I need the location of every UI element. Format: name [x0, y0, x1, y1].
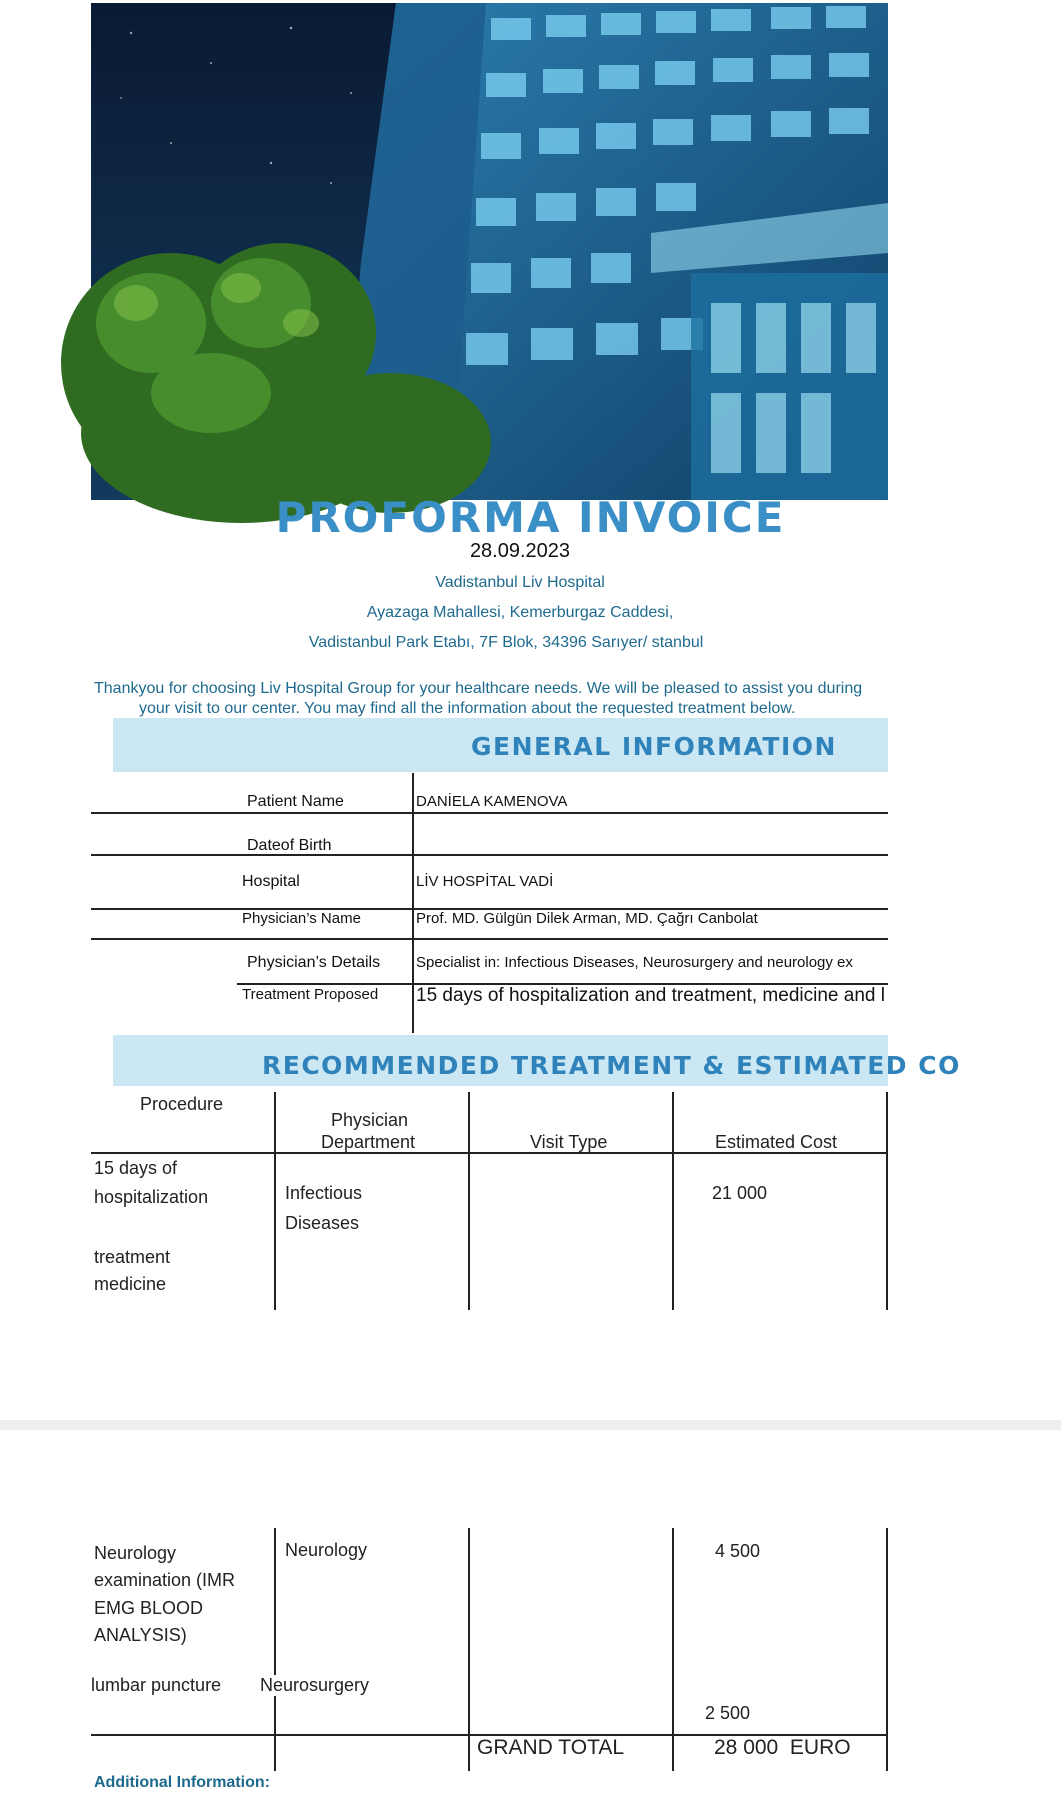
physician-details-value: Specialist in: Infectious Diseases, Neurosurgery and neurology ex: [416, 954, 853, 971]
hospital-building-photo: [91, 3, 888, 500]
hospital-value: LİV HOSPİTAL VADİ: [416, 873, 554, 890]
procedure-line: hospitalization: [94, 1187, 209, 1207]
department-line: Diseases: [285, 1213, 360, 1233]
general-info-heading-bar: [113, 718, 888, 772]
cost-value: 2 500: [705, 1703, 751, 1723]
col-estimated-cost: Estimated Cost: [715, 1132, 838, 1152]
column-divider: [886, 1092, 888, 1310]
row-separator: [91, 938, 888, 940]
procedure-line: lumbar puncture: [91, 1675, 225, 1696]
procedure-line: EMG BLOOD: [94, 1598, 204, 1618]
col-procedure: Procedure: [140, 1094, 224, 1114]
address-line-1: Ayazaga Mahallesi, Kemerburgaz Caddesi,: [366, 604, 674, 621]
physician-name-label: Physician’s Name: [242, 910, 361, 927]
procedure-line: examination (IMR: [94, 1570, 236, 1590]
cost-value: 21 000: [712, 1183, 768, 1203]
treatment-heading-bar: [113, 1035, 961, 1086]
procedure-line: 15 days of: [94, 1158, 178, 1178]
patient-name-value: DANİELA KAMENOVA: [416, 793, 568, 810]
patient-name-label: Patient Name: [247, 793, 344, 810]
procedure-line: Neurology: [94, 1543, 177, 1563]
intro-text: [94, 679, 894, 719]
row-separator: [91, 854, 888, 856]
hospital-name: Vadistanbul Liv Hospital: [435, 574, 605, 591]
physician-details-label: Physician’s Details: [247, 954, 381, 971]
treatment-heading: RECOMMENDED TREATMENT & ESTIMATED CO: [262, 1051, 961, 1080]
procedure-line: ANALYSIS): [94, 1625, 187, 1645]
invoice-date: 28.09.2023: [469, 540, 571, 562]
col-department-line-2: Department: [321, 1132, 416, 1152]
department-line: Infectious: [285, 1183, 363, 1203]
grand-total-label: GRAND TOTAL: [477, 1736, 625, 1759]
page-break: [0, 1420, 1061, 1430]
grand-total-value: 28 000 EURO: [714, 1736, 851, 1759]
column-divider: [672, 1092, 674, 1310]
date-of-birth-label: Dateof Birth: [247, 837, 332, 854]
additional-info-label: Additional Information:: [94, 1774, 270, 1791]
general-info-heading: GENERAL INFORMATION: [471, 732, 837, 761]
col-visit-type: Visit Type: [530, 1132, 608, 1152]
department-line: Neurosurgery: [260, 1675, 370, 1695]
address-line-2: Vadistanbul Park Etabı, 7F Blok, 34396 Sarıyer/ stanbul: [308, 634, 704, 651]
department-line: Neurology: [285, 1540, 368, 1560]
treatment-proposed-value: 15 days of hospitalization and treatment, medicine and l: [416, 985, 885, 1006]
column-divider: [274, 1092, 276, 1310]
hospital-label: Hospital: [242, 873, 300, 890]
procedure-line: medicine: [94, 1274, 167, 1294]
procedure-line: treatment: [94, 1247, 171, 1267]
cost-value: 4 500: [715, 1541, 761, 1561]
column-divider: [468, 1092, 470, 1310]
col-department-line-1: Physician: [331, 1110, 409, 1130]
physician-name-value: Prof. MD. Gülgün Dilek Arman, MD. Çağrı Canbolat: [416, 910, 758, 927]
invoice-title: PROFORMA INVOICE: [275, 493, 786, 542]
treatment-proposed-label: Treatment Proposed: [242, 986, 379, 1003]
row-separator: [91, 812, 888, 814]
intro-line-1: Thankyou for choosing Liv Hospital Group for your healthcare needs. We will be pleased to assist you during: [94, 680, 863, 697]
intro-line-2: your visit to our center. You may find all the information about the requested treatment below.: [139, 700, 796, 717]
